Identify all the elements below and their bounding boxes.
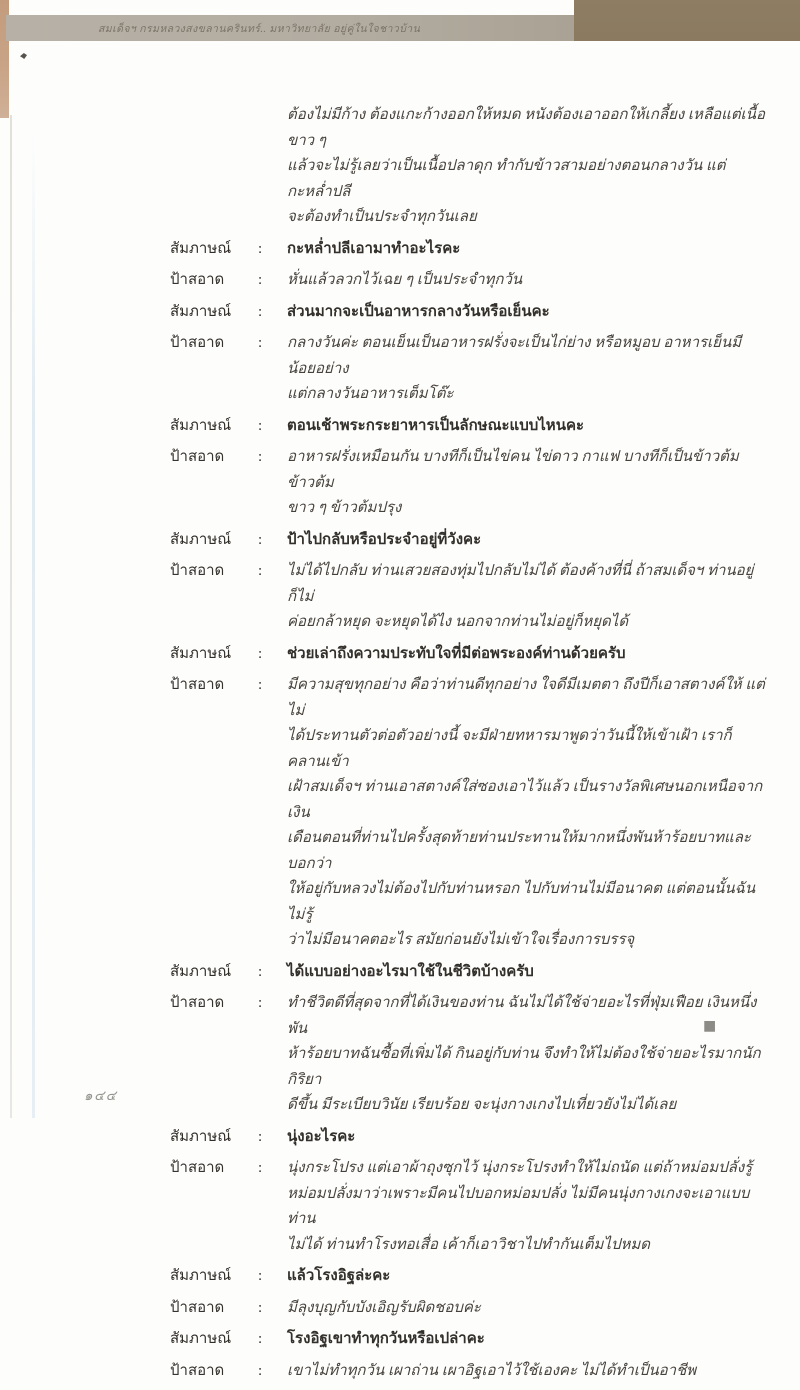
dialogue-row — [170, 991, 766, 1119]
dialogue-text — [287, 1327, 766, 1353]
dialogue-text — [287, 1264, 766, 1290]
dialogue-row — [170, 1125, 766, 1151]
speaker-colon: : — [258, 335, 263, 351]
page-gutter-line — [10, 115, 12, 1118]
dialogue-text — [287, 331, 766, 408]
text-line: เขาไม่ทำทุกวัน เผาถ่าน เผาอิฐเอาไว้ใช้เองคะ ไม่ได้ทำเป็นอาชีพ — [287, 1362, 697, 1379]
text-line: ไม่ได้ไปกลับ ท่านเสวยสองทุ่มไปกลับไม่ได้ ต้องค้างที่นี่ ถ้าสมเด็จฯ ท่านอยู่ ก็ไม่ — [287, 563, 754, 605]
interview-transcript — [170, 103, 766, 1390]
speaker-label: สัมภาษณ์ — [170, 1268, 232, 1284]
speaker-label: สัมภาษณ์ — [170, 1331, 232, 1347]
speaker-colon: : — [258, 531, 263, 548]
text-line: ว่าไม่มีอนาคตอะไร สมัยก่อนยังไม่เข้าใจเรื่องการบรรจุ — [287, 932, 635, 948]
text-line: ได้แบบอย่างอะไรมาใช้ในชีวิตบ้างครับ — [287, 963, 534, 980]
end-of-article-mark: ■ — [703, 1018, 717, 1034]
text-line: ค่อยกล้าหยุด จะหยุดได้ไง นอกจากท่านไม่อยู่ก็หยุดได้ — [287, 614, 629, 630]
text-line: อาหารฝรั่งเหมือนกัน บางทีก็เป็นไข่คน ไข่ดาว กาแฟ บางทีก็เป็นข้าวต้ม ข้าวต้ม — [287, 449, 739, 491]
dialogue-text — [287, 1296, 766, 1322]
speaker-colon: : — [258, 303, 263, 320]
dialogue-row — [170, 1296, 766, 1322]
text-line: ช่วยเล่าถึงความประทับใจที่มีต่อพระองค์ท่านด้วยครับ — [287, 645, 626, 662]
dialogue-row — [170, 300, 766, 326]
text-line: เดือนตอนที่ท่านไปครั้งสุดท้ายท่านประทานให้มากหนึ่งพันห้าร้อยบาทและบอกว่า — [287, 830, 751, 872]
text-line: นุ่งอะไรคะ — [287, 1128, 356, 1145]
dialogue-row — [170, 960, 766, 986]
speaker-colon: : — [258, 1362, 263, 1379]
speaker-colon: : — [258, 645, 263, 662]
speaker-colon: : — [258, 563, 263, 579]
speaker-label: สัมภาษณ์ — [170, 645, 232, 662]
speaker-label: ป้าสอาด — [170, 563, 225, 579]
dialogue-row — [170, 1327, 766, 1353]
speaker-colon: : — [258, 677, 263, 693]
speaker-label: ป้าสอาด — [170, 272, 225, 288]
speaker-colon: : — [258, 1268, 263, 1284]
text-line: แล้วจะไม่รู้เลยว่าเป็นเนื้อปลาดุก ทำกับข้าวสามอย่างตอนกลางวัน แต่กะหล่ำปลี — [287, 158, 726, 200]
dialogue-row — [170, 642, 766, 668]
speaker-colon: : — [258, 449, 263, 465]
text-line: ป้าไปกลับหรือประจำอยู่ที่วังคะ — [287, 531, 482, 548]
continuation-paragraph — [170, 103, 766, 231]
text-line: ส่วนมากจะเป็นอาหารกลางวันหรือเย็นคะ — [287, 303, 550, 320]
dialogue-row — [170, 237, 766, 263]
text-line: แล้วโรงอิฐล่ะคะ — [287, 1268, 391, 1284]
dialogue-row — [170, 331, 766, 408]
speaker-label: ป้าสอาด — [170, 1160, 225, 1176]
speaker-colon: : — [258, 1299, 263, 1316]
speaker-label: สัมภาษณ์ — [170, 963, 232, 980]
dialogue-text — [287, 1156, 766, 1258]
speaker-label: ป้าสอาด — [170, 677, 225, 693]
speaker-label: สัมภาษณ์ — [170, 531, 232, 548]
dialogue-text — [287, 960, 766, 986]
dialogue-text — [287, 1125, 766, 1151]
dialogue-text — [287, 673, 766, 954]
page-number: ๑๔๔ — [84, 1088, 118, 1103]
text-line: โรงอิฐเขาทำทุกวันหรือเปล่าคะ — [287, 1331, 485, 1347]
text-line: ไม่ได้ ท่านทำโรงทอเสื่อ เค้าก็เอาวิชาไปทำกันเต็มไปหมด — [287, 1236, 651, 1253]
text-line: จะต้องทำเป็นประจำทุกวันเลย — [287, 209, 477, 225]
dialogue-row — [170, 445, 766, 522]
text-line: ตอนเช้าพระกระยาหารเป็นลักษณะแบบไหนคะ — [287, 417, 585, 434]
speaker-label: ป้าสอาด — [170, 995, 225, 1011]
dialogue-text — [287, 237, 766, 263]
speaker-label: สัมภาษณ์ — [170, 1128, 232, 1145]
speaker-label: ป้าสอาด — [170, 1362, 225, 1379]
speaker-colon: : — [258, 1331, 263, 1347]
text-line: มีความสุขทุกอย่าง คือว่าท่านดีทุกอย่าง ใจดีมีเมตตา ถึงปีก็เอาสตางค์ให้ แต่ไม่ — [287, 677, 765, 719]
text-line: ให้อยู่กับหลวงไม่ต้องไปกับท่านหรอก ไปกับท่านไม่มีอนาคต แต่ตอนนั้นฉันไม่รู้ — [287, 881, 756, 923]
dialogue-text — [287, 268, 766, 294]
dialogue-row — [170, 414, 766, 440]
text-line: ห้าร้อยบาทฉันซื้อที่เพิ่มได้ กินอยู่กับท่าน จึงทำให้ไม่ต้องใช้จ่ายอะไรมากนัก กิริยา — [287, 1046, 761, 1088]
dialogue-row — [170, 1359, 766, 1385]
text-line: ขาว ๆ ข้าวต้มปรุง — [287, 500, 402, 516]
dialogue-text — [287, 991, 766, 1119]
speaker-colon: : — [258, 1160, 263, 1176]
speaker-label: ป้าสอาด — [170, 1299, 225, 1316]
text-line: หม่อมปลั่งมาว่าเพราะมีคนไปบอกหม่อมปลั่ง ไม่มีคนนุ่งกางเกงจะเอาแบบท่าน — [287, 1185, 750, 1227]
dialogue-text — [287, 1359, 766, 1385]
speaker-colon: : — [258, 995, 263, 1011]
dialogue-text — [287, 445, 766, 522]
text-line: แต่กลางวันอาหารเต็มโต๊ะ — [287, 386, 454, 402]
text-line: ต้องไม่มีก้าง ต้องแกะก้างออกให้หมด หนังต้องเอาออกให้เกลี้ยง เหลือแต่เนื้อขาว ๆ — [287, 107, 765, 149]
speaker-colon: : — [258, 963, 263, 980]
text-line: ได้ประทานตัวต่อตัวอย่างนี้ จะมีฝ่ายทหารมาพูดว่าวันนี้ให้เข้าเฝ้า เราก็คลานเข้า — [287, 728, 732, 770]
speaker-colon: : — [258, 272, 263, 288]
dialogue-text — [287, 414, 766, 440]
dialogue-text — [287, 528, 766, 554]
speaker-label: ป้าสอาด — [170, 449, 225, 465]
header-corner-block — [574, 0, 800, 41]
dialogue-row — [170, 559, 766, 636]
text-line: มีลุงบุญกับบังเอิญรับผิดชอบค่ะ — [287, 1299, 481, 1316]
speaker-label: สัมภาษณ์ — [170, 303, 232, 320]
speaker-label: สัมภาษณ์ — [170, 417, 232, 434]
dialogue-text — [287, 642, 766, 668]
dialogue-row — [170, 1264, 766, 1290]
dialogue-row — [170, 268, 766, 294]
text-line: กะหล่ำปลีเอามาทำอะไรคะ — [287, 240, 461, 257]
speaker-colon: : — [258, 1128, 263, 1145]
text-line: เฝ้าสมเด็จฯ ท่านเอาสตางค์ใส่ซองเอาไว้แล้ว เป็นรางวัลพิเศษนอกเหนือจากเงิน — [287, 779, 763, 821]
speck-icon — [20, 53, 27, 59]
text-line: ทำชีวิตดีที่สุดจากที่ได้เงินของท่าน ฉันไม่ได้ใช้จ่ายอะไรที่ฟุ่มเฟือย เงินหนึ่งพัน — [287, 995, 757, 1037]
page-gutter-shadow — [32, 130, 35, 1118]
text-line: หั่นแล้วลวกไว้เฉย ๆ เป็นประจำทุกวัน — [287, 272, 523, 288]
dialogue-row — [170, 1156, 766, 1258]
text-line: กลางวันค่ะ ตอนเย็นเป็นอาหารฝรั่งจะเป็นไก่ย่าง หรือหมูอบ อาหารเย็นมีน้อยอย่าง — [287, 335, 742, 377]
dialogue-text — [287, 103, 766, 231]
dialogue-text — [287, 559, 766, 636]
dialogue-row — [170, 528, 766, 554]
running-title: สมเด็จฯ กรมหลวงสงขลานครินทร์.. มหาวิทยาลัย อยู่คู่ในใจชาวบ้าน — [98, 24, 421, 35]
speaker-label: สัมภาษณ์ — [170, 240, 232, 257]
speaker-colon: : — [258, 240, 263, 257]
speaker-label: ป้าสอาด — [170, 335, 225, 351]
dialogue-row — [170, 673, 766, 954]
dialogue-text — [287, 300, 766, 326]
header-band — [6, 15, 574, 41]
text-line: นุ่งกระโปรง แต่เอาผ้าถุงซุกไว้ นุ่งกระโปรงทำให้ไม่ถนัด แต่ถ้าหม่อมปลั่งรู้ — [287, 1160, 753, 1176]
speaker-colon: : — [258, 417, 263, 434]
text-line: ดีขึ้น มีระเบียบวินัย เรียบร้อย จะนุ่งกางเกงไปเที่ยวยังไม่ได้เลย — [287, 1097, 677, 1113]
